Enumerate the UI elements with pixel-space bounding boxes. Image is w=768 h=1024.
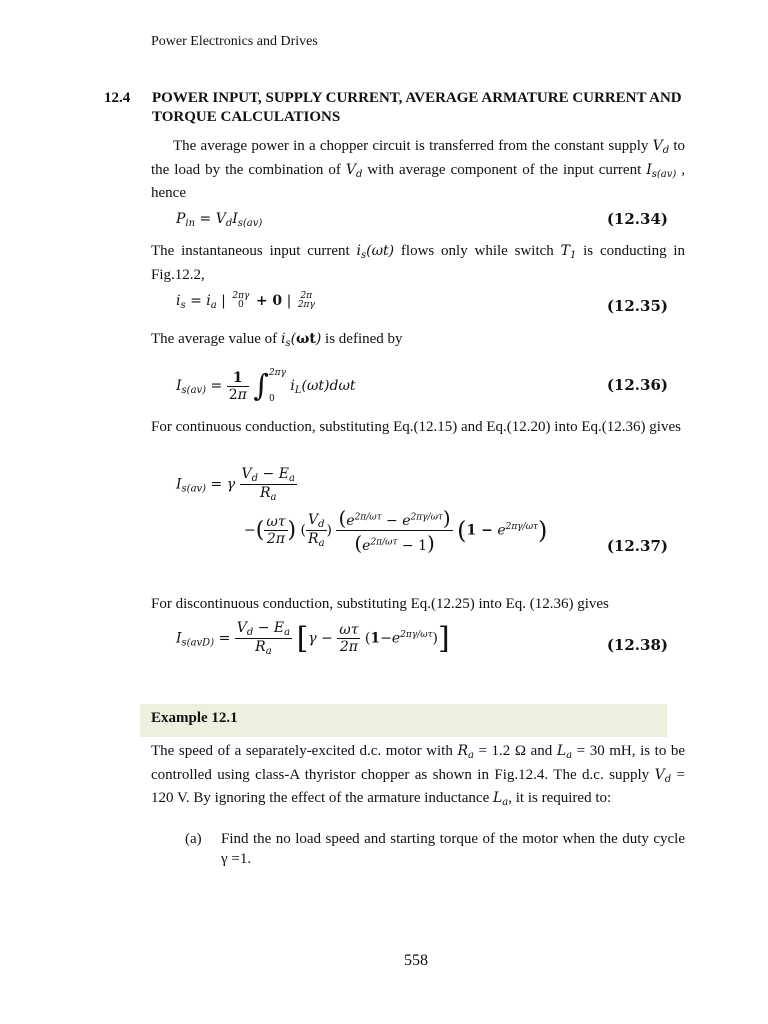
running-header: Power Electronics and Drives <box>151 34 318 49</box>
page-number: 558 <box>404 952 428 969</box>
equation-12-36: $I_{s(av)}$ = $\frac{1}{2\pi}$ ∫ 2πγ 0 $i_L(\omega t)d\omega t$ <box>176 368 356 404</box>
equation-12-37-line2: −( $\frac{\omega\tau}{2\pi}$ ) ( $\frac{V_d}{R_a}$ ) $\frac{(e^{2\pi/\omega\tau} - e^{2\pi\gamma/\omega\tau})}{(e^{2\pi/\omega\tau} - 1)}$ $(1 - e^{2\pi\gamma/\omega\tau})$ <box>244 506 548 555</box>
paragraph-discontinuous: For discontinuous conduction, substituting Eq.(12.25) into Eq. (12.36) gives <box>151 596 609 612</box>
example-paragraph: The speed of a separately-excited d.c. motor with $R_a = 1.2$ Ω and $L_a = 30$ mH, is to be controlled using class-A thyristor chopper as shown in Fig.12.4. The d.c. supply $V_d = 120$ V. By ignoring the effect of the armature inductance $L_a$, it is required to: <box>151 743 686 808</box>
example-item-a: (a) Find the no load speed and starting torque of the motor when the duty cycle γ =1. <box>185 831 685 867</box>
paragraph-intro: The average power in a chopper circuit is transferred from the constant supply $V_d$ to the load by the combination of $V_d$ with average component of the input current $I_{s(av)}$ , hence <box>151 138 686 201</box>
equation-number: (12.37) <box>606 537 668 555</box>
equation-12-35: $i_s = i_a$ | 2πγ 0 + 0 | 2π 2πγ <box>176 291 315 311</box>
section-heading <box>104 89 724 129</box>
equation-number: (12.38) <box>606 636 668 654</box>
paragraph-instantaneous: The instantaneous input current $i_s(\omega t)$ flows only while switch $T_1$ is conducting in Fig.12.2, <box>151 243 686 283</box>
section-number: 12.4 <box>104 90 131 106</box>
example-label: Example 12.1 <box>151 710 238 726</box>
equation-12-38: $I_{s(avD)}$ = $\frac{V_d - E_a}{R_a}$ [γ − $\frac{\omega\tau}{2\pi}$ $(1-e^{2\pi\gamma/\omega\tau})$] <box>176 620 450 657</box>
equation-12-34: $P_{in} = V_dI_{s(av)}$ <box>176 211 263 229</box>
paragraph-continuous: For continuous conduction, substituting Eq.(12.15) and Eq.(12.20) into Eq.(12.36) gives <box>151 419 681 435</box>
equation-number: (12.36) <box>606 376 668 394</box>
paragraph-average-value: The average value of $i_s(\omega t)$ is defined by <box>151 331 403 349</box>
equation-number: (12.35) <box>606 297 668 315</box>
equation-number: (12.34) <box>606 210 668 228</box>
section-title: POWER INPUT, SUPPLY CURRENT, AVERAGE ARMATURE CURRENT AND TORQUE CALCULATIONS <box>152 90 682 125</box>
equation-12-37-line1: $I_{s(av)} = \gamma$ $\frac{V_d - E_a}{R_a}$ <box>176 466 295 503</box>
